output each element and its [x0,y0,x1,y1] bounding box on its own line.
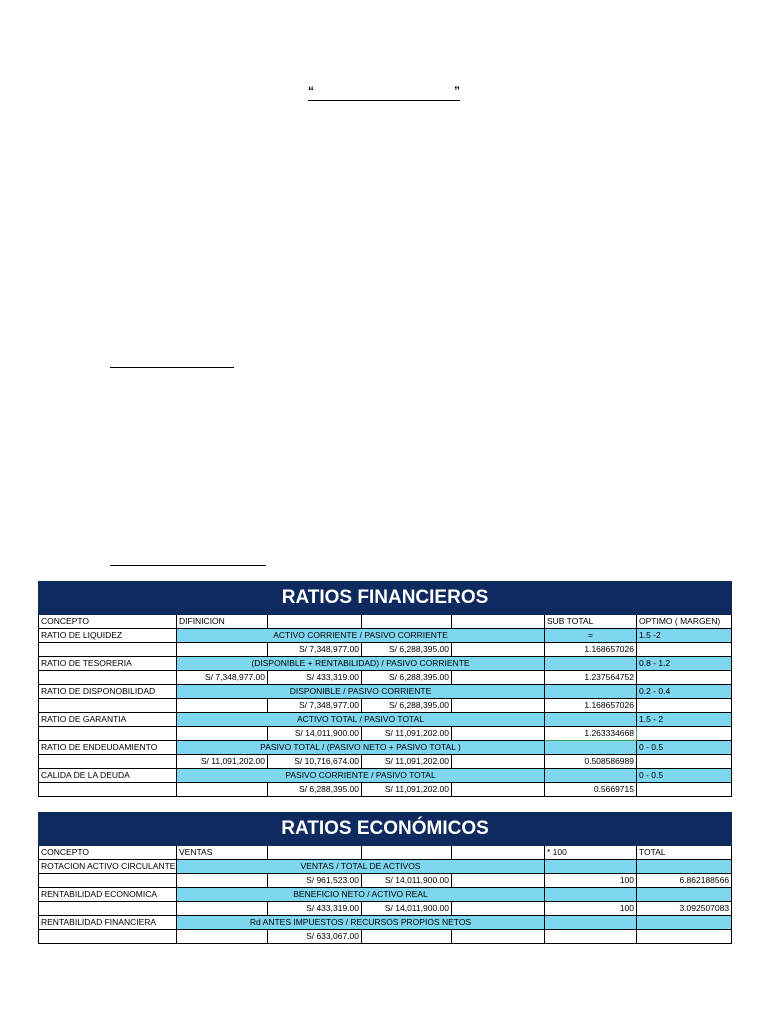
empty-cell [452,930,545,944]
margin-cell: 1.5 - 2 [637,713,732,727]
open-quote: “ [308,84,314,98]
empty-cell [637,888,732,902]
formula-cell: BENEFICIO NETO / ACTIVO REAL [177,888,545,902]
table-row [39,629,732,643]
result-cell: 1.237564752 [545,671,637,685]
value-cell: S/ 961,523.00 [268,874,362,888]
header-definicion: DIFINICION [177,615,268,629]
empty-cell [637,699,732,713]
result-cell: 1.168657026 [545,699,637,713]
value-cell: S/ 11,091,202.00 [362,727,452,741]
value-cell: S/ 11,091,202.00 [362,783,452,797]
header-x100: * 100 [545,846,637,860]
result-cell: 0.5669715 [545,783,637,797]
table-row [39,727,732,741]
value-cell: S/ 11,091,202.00 [177,755,268,769]
table-header-row [39,846,732,860]
concept-cell: RENTABILIDAD ECONOMICA [39,888,177,902]
header-empty [452,615,545,629]
formula-cell: (DISPONIBLE + RENTABILIDAD) / PASIVO CORRIENTE [177,657,545,671]
value-cell: S/ 7,348,977.00 [177,671,268,685]
formula-cell: PASIVO CORRIENTE / PASIVO TOTAL [177,769,545,783]
empty-cell [452,699,545,713]
margin-cell: 0.2 - 0.4 [637,685,732,699]
empty-cell [545,888,637,902]
empty-cell [177,727,268,741]
empty-cell [545,860,637,874]
concept-cell: RATIO DE DISPONOBILIDAD [39,685,177,699]
empty-cell [39,930,177,944]
margin-cell: 1.5 -2 [637,629,732,643]
table-row [39,930,732,944]
formula-cell: ACTIVO TOTAL / PASIVO TOTAL [177,713,545,727]
table-row [39,643,732,657]
value-cell: S/ 10,716,674.00 [268,755,362,769]
margin-cell: 0 - 0.5 [637,769,732,783]
empty-cell [452,902,545,916]
table-row [39,713,732,727]
result-cell: 0.508586989 [545,755,637,769]
empty-cell [452,874,545,888]
table-header-row [39,615,732,629]
margin-cell: 0 - 0.5 [637,741,732,755]
concept-cell: CALIDA DE LA DEUDA [39,769,177,783]
value-cell: S/ 11,091,202.00 [362,755,452,769]
empty-cell [637,755,732,769]
result-cell: 1.168657026 [545,643,637,657]
section-heading-underline [110,565,266,566]
empty-cell [39,671,177,685]
value-cell: S/ 6,288,395.00 [268,783,362,797]
empty-cell [637,727,732,741]
header-ventas: VENTAS [177,846,268,860]
equals-cell: = [545,629,637,643]
empty-cell [545,916,637,930]
empty-cell [39,783,177,797]
empty-cell [362,930,452,944]
value-cell: S/ 14,011,900.00 [268,727,362,741]
table-row [39,671,732,685]
total-cell: 3.092507083 [637,902,732,916]
empty-cell [177,902,268,916]
header-concepto: CONCEPTO [39,615,177,629]
table-row [39,741,732,755]
header-empty [362,846,452,860]
empty-cell [452,727,545,741]
empty-cell [545,713,637,727]
value-cell: S/ 6,288,395.00 [362,671,452,685]
value-cell: S/ 14,011,900.00 [362,874,452,888]
empty-cell [637,860,732,874]
section-heading-underline [110,367,234,368]
empty-cell [39,643,177,657]
empty-cell [39,727,177,741]
value-cell: S/ 6,288,395.00 [362,699,452,713]
table-row [39,657,732,671]
table-banner-title: RATIOS ECONÓMICOS [39,813,732,846]
table-row [39,699,732,713]
header-subtotal: SUB TOTAL [545,615,637,629]
ratios-economicos-table [38,812,732,944]
value-cell: S/ 433,319.00 [268,902,362,916]
multiplier-cell: 100 [545,874,637,888]
table-row [39,888,732,902]
empty-cell [637,916,732,930]
table-row [39,685,732,699]
formula-cell: Rd ANTES IMPUESTOS / RECURSOS PROPIOS NETOS [177,916,545,930]
empty-cell [39,699,177,713]
value-cell: S/ 6,288,395.00 [362,643,452,657]
header-optimo: OPTIMO ( MARGEN) [637,615,732,629]
close-quote: ” [454,84,460,98]
value-cell: S/ 7,348,977.00 [268,699,362,713]
empty-cell [177,930,268,944]
empty-cell [39,874,177,888]
value-cell: S/ 14,011,900.00 [362,902,452,916]
header-empty [362,615,452,629]
empty-cell [637,783,732,797]
result-cell: 1.263334668 [545,727,637,741]
header-empty [452,846,545,860]
header-total: TOTAL [637,846,732,860]
empty-cell [452,755,545,769]
header-empty [268,615,362,629]
empty-cell [545,769,637,783]
margin-cell: 0.8 - 1.2 [637,657,732,671]
empty-cell [177,874,268,888]
empty-cell [545,657,637,671]
table-banner-title: RATIOS FINANCIEROS [39,582,732,615]
empty-cell [177,643,268,657]
empty-cell [545,685,637,699]
concept-cell: ROTACION ACTIVO CIRCULANTE [39,860,177,874]
empty-cell [177,699,268,713]
document-title-blank [308,84,460,101]
empty-cell [637,643,732,657]
table-row [39,902,732,916]
formula-cell: DISPONIBLE / PASIVO CORRIENTE [177,685,545,699]
empty-cell [637,930,732,944]
multiplier-cell: 100 [545,902,637,916]
total-cell: 6.862188566 [637,874,732,888]
empty-cell [177,783,268,797]
table-row [39,783,732,797]
formula-cell: PASIVO TOTAL / (PASIVO NETO + PASIVO TOTAL ) [177,741,545,755]
empty-cell [452,783,545,797]
header-concepto: CONCEPTO [39,846,177,860]
concept-cell: RATIO DE GARANTIA [39,713,177,727]
table-row [39,874,732,888]
concept-cell: RATIO DE ENDEUDAMIENTO [39,741,177,755]
empty-cell [545,741,637,755]
header-empty [268,846,362,860]
table-row [39,769,732,783]
concept-cell: RATIO DE TESORERIA [39,657,177,671]
empty-cell [39,755,177,769]
empty-cell [452,643,545,657]
table-row [39,916,732,930]
formula-cell: ACTIVO CORRIENTE / PASIVO CORRIENTE [177,629,545,643]
ratios-financieros-table [38,581,732,797]
value-cell: S/ 7,348,977.00 [268,643,362,657]
empty-cell [39,902,177,916]
value-cell: S/ 433,319.00 [268,671,362,685]
empty-cell [545,930,637,944]
empty-cell [452,671,545,685]
empty-cell [637,671,732,685]
formula-cell: VENTAS / TOTAL DE ACTIVOS [177,860,545,874]
table-row [39,860,732,874]
concept-cell: RENTABILIDAD FINANCIERA [39,916,177,930]
table-row [39,755,732,769]
value-cell: S/ 633,067.00 [268,930,362,944]
concept-cell: RATIO DE LIQUIDEZ [39,629,177,643]
